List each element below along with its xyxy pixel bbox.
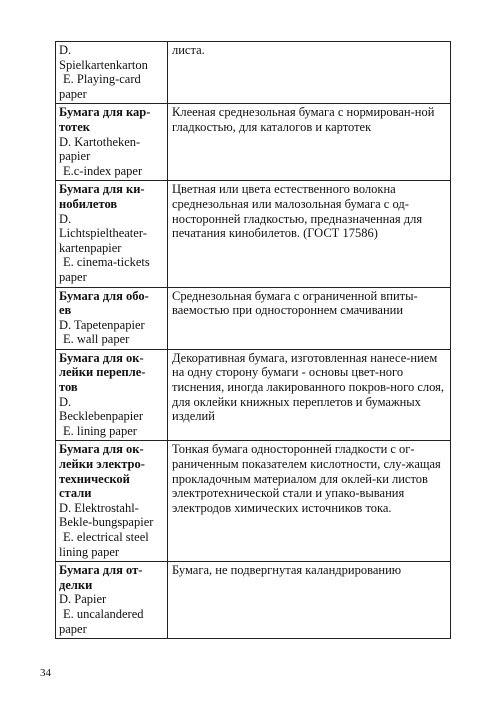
term-ru: нобилетов xyxy=(59,196,118,211)
glossary-row xyxy=(56,562,451,639)
term-de: Lichtspieltheater- xyxy=(59,226,147,241)
term-ru: ев xyxy=(59,303,72,318)
term-ru: Бумага для обо- xyxy=(59,288,149,303)
term-en: paper xyxy=(59,269,87,284)
definition-cell: листа. xyxy=(168,42,451,104)
term-ru: тов xyxy=(59,380,78,395)
term-ru: лейки перепле- xyxy=(59,365,146,380)
term-cell xyxy=(56,42,168,104)
term-en: lining paper xyxy=(59,544,120,559)
term-de: D. Kartotheken- xyxy=(59,134,141,149)
term-ru: тотек xyxy=(59,119,90,134)
page-number: 34 xyxy=(40,667,51,679)
term-de: papier xyxy=(59,149,91,164)
term-en: paper xyxy=(59,621,87,636)
term-ru: Бумага для ки- xyxy=(59,182,145,197)
term-en: paper xyxy=(59,86,87,101)
term-ru: Бумага для ок- xyxy=(59,442,144,457)
term-de: D. Papier xyxy=(59,592,107,607)
term-de: Spielkartenkarton xyxy=(59,57,148,72)
term-cell xyxy=(56,562,168,639)
definition-cell: Цветная или цвета естественного волокна среднезольная или малозольная бумага с од-носторонней гладкостью, предназначенная для печатания кинобилетов. (ГОСТ 17586) xyxy=(168,181,451,287)
glossary-row xyxy=(56,104,451,181)
term-ru: Бумага для от- xyxy=(59,563,143,578)
term-cell xyxy=(56,181,168,287)
glossary-row xyxy=(56,349,451,441)
term-en: E. Playing-card xyxy=(63,72,141,87)
definition-cell: Тонкая бумага односторонней гладкости с ог-раниченным показателем кислотности, слу-жащая прокладочным материалом для оклей-ки листов электротехнической стали и упако-вывания электродов химических источников тока. xyxy=(168,441,451,562)
term-en: E. electrical steel xyxy=(63,530,149,544)
term-ru: лейки электро- xyxy=(59,457,145,472)
term-de: D. xyxy=(59,394,72,409)
definition-cell: Декоративная бумага, изготовленная нанесе-нием на одну сторону бумаги - основы цвет-ного тиснения, иногда лакированного покров-ного слоя, для оклейки книжных переплетов и бумажных изделий xyxy=(168,349,451,441)
term-de: D. xyxy=(59,211,72,226)
glossary-rows xyxy=(56,42,451,639)
definition-cell: Бумага, не подвергнутая каландрированию xyxy=(168,562,451,639)
term-en: E. cinema-tickets xyxy=(63,255,150,270)
term-ru: Бумага для кар- xyxy=(59,105,151,120)
definition-cell: Среднезольная бумага с ограниченной впиты-ваемостью при одностороннем смачивании xyxy=(168,287,451,349)
definition-cell: Клееная среднезольная бумага с нормирован-ной гладкостью, для каталогов и картотек xyxy=(168,104,451,181)
glossary-table xyxy=(55,41,451,639)
term-de: D. Elektrostahl- xyxy=(59,500,139,515)
term-cell xyxy=(56,104,168,181)
glossary-row xyxy=(56,42,451,104)
glossary-row xyxy=(56,287,451,349)
term-ru: делки xyxy=(59,577,93,592)
term-cell xyxy=(56,349,168,441)
term-cell xyxy=(56,441,168,562)
term-ru: технической xyxy=(59,471,130,486)
term-en: E. wall paper xyxy=(63,332,130,347)
term-en: E. uncalandered xyxy=(63,606,144,621)
term-en: E.c-index paper xyxy=(63,163,143,178)
term-de: Becklebenpapier xyxy=(59,409,143,424)
term-de: D. xyxy=(59,43,72,57)
glossary-row xyxy=(56,181,451,287)
term-de: D. Tapetenpapier xyxy=(59,317,145,332)
term-de: kartenpapier xyxy=(59,240,122,255)
glossary-row xyxy=(56,441,451,562)
term-en: E. lining paper xyxy=(63,423,137,438)
term-cell xyxy=(56,287,168,349)
term-ru: Бумага для ок- xyxy=(59,350,144,365)
term-de: Bekle-bungspapier xyxy=(59,515,154,530)
term-ru: стали xyxy=(59,486,92,501)
